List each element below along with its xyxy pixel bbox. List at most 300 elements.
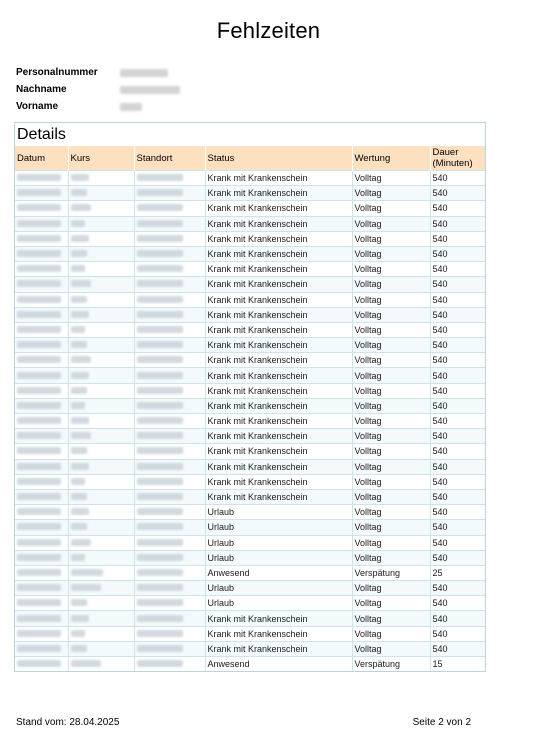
redacted-date — [17, 508, 61, 515]
redacted-course — [71, 569, 103, 576]
cell-status: Krank mit Krankenschein — [205, 414, 352, 429]
cell-status: Krank mit Krankenschein — [205, 626, 352, 641]
cell-kurs — [68, 307, 134, 322]
cell-datum — [15, 322, 68, 337]
column-header-datum: Datum — [15, 146, 68, 171]
cell-wertung: Volltag — [352, 429, 430, 444]
cell-kurs — [68, 641, 134, 656]
table-row — [15, 414, 485, 429]
redacted-course — [71, 326, 85, 333]
cell-kurs — [68, 429, 134, 444]
redacted-location — [137, 493, 183, 500]
redacted-location — [137, 296, 183, 303]
cell-datum — [15, 231, 68, 246]
redacted-course — [71, 554, 85, 561]
cell-dauer: 540 — [430, 626, 485, 641]
redacted-date — [17, 478, 61, 485]
cell-datum — [15, 353, 68, 368]
redacted-course — [71, 372, 89, 379]
cell-standort — [134, 444, 205, 459]
table-row — [15, 565, 485, 580]
cell-datum — [15, 171, 68, 186]
cell-kurs — [68, 611, 134, 626]
redacted-date — [17, 311, 61, 318]
redacted-course — [71, 493, 87, 500]
redacted-date — [17, 265, 61, 272]
cell-datum — [15, 535, 68, 550]
cell-status: Krank mit Krankenschein — [205, 201, 352, 216]
redacted-date — [17, 615, 61, 622]
table-row — [15, 459, 485, 474]
cell-dauer: 540 — [430, 383, 485, 398]
cell-dauer: 540 — [430, 353, 485, 368]
person-info — [16, 64, 180, 115]
redacted-location — [137, 387, 183, 394]
redacted-location — [137, 372, 183, 379]
cell-dauer: 540 — [430, 262, 485, 277]
redacted-course — [71, 311, 89, 318]
cell-dauer: 540 — [430, 186, 485, 201]
column-header-dauer: Dauer (Minuten) — [430, 146, 485, 171]
cell-status: Krank mit Krankenschein — [205, 444, 352, 459]
redacted-value — [120, 103, 142, 111]
cell-datum — [15, 444, 68, 459]
footer-page: Seite 2 von 2 — [412, 717, 471, 728]
cell-dauer: 540 — [430, 231, 485, 246]
cell-standort — [134, 201, 205, 216]
redacted-course — [71, 189, 87, 196]
cell-kurs — [68, 201, 134, 216]
cell-wertung: Volltag — [352, 535, 430, 550]
meta-row-personalnummer — [16, 64, 180, 81]
cell-standort — [134, 550, 205, 565]
cell-standort — [134, 231, 205, 246]
cell-dauer: 25 — [430, 565, 485, 580]
cell-datum — [15, 581, 68, 596]
column-header-standort: Standort — [134, 146, 205, 171]
cell-standort — [134, 489, 205, 504]
cell-dauer: 540 — [430, 581, 485, 596]
table-row — [15, 383, 485, 398]
cell-wertung: Volltag — [352, 186, 430, 201]
cell-dauer: 540 — [430, 171, 485, 186]
table-row — [15, 262, 485, 277]
cell-wertung: Volltag — [352, 489, 430, 504]
redacted-value — [120, 69, 168, 77]
cell-datum — [15, 338, 68, 353]
cell-datum — [15, 201, 68, 216]
cell-dauer: 540 — [430, 550, 485, 565]
cell-status: Urlaub — [205, 505, 352, 520]
redacted-location — [137, 432, 183, 439]
cell-standort — [134, 581, 205, 596]
redacted-course — [71, 220, 85, 227]
cell-dauer: 540 — [430, 444, 485, 459]
redacted-date — [17, 356, 61, 363]
cell-datum — [15, 216, 68, 231]
cell-datum — [15, 459, 68, 474]
redacted-course — [71, 356, 91, 363]
cell-wertung: Volltag — [352, 611, 430, 626]
cell-kurs — [68, 657, 134, 672]
cell-status: Krank mit Krankenschein — [205, 353, 352, 368]
cell-dauer: 540 — [430, 611, 485, 626]
table-row — [15, 444, 485, 459]
cell-status: Anwesend — [205, 565, 352, 580]
cell-datum — [15, 550, 68, 565]
cell-kurs — [68, 277, 134, 292]
cell-datum — [15, 474, 68, 489]
redacted-date — [17, 539, 61, 546]
table-row — [15, 550, 485, 565]
redacted-date — [17, 235, 61, 242]
cell-kurs — [68, 414, 134, 429]
redacted-date — [17, 463, 61, 470]
cell-dauer: 540 — [430, 474, 485, 489]
cell-status: Krank mit Krankenschein — [205, 216, 352, 231]
cell-status: Krank mit Krankenschein — [205, 459, 352, 474]
redacted-course — [71, 341, 87, 348]
table-row — [15, 398, 485, 413]
cell-kurs — [68, 368, 134, 383]
redacted-date — [17, 584, 61, 591]
cell-standort — [134, 657, 205, 672]
cell-status: Krank mit Krankenschein — [205, 429, 352, 444]
cell-standort — [134, 535, 205, 550]
table-row — [15, 520, 485, 535]
cell-datum — [15, 611, 68, 626]
cell-standort — [134, 368, 205, 383]
redacted-course — [71, 599, 87, 606]
table-row — [15, 307, 485, 322]
redacted-location — [137, 402, 183, 409]
cell-status: Krank mit Krankenschein — [205, 641, 352, 656]
cell-standort — [134, 171, 205, 186]
cell-wertung: Volltag — [352, 444, 430, 459]
cell-standort — [134, 641, 205, 656]
table-row — [15, 626, 485, 641]
redacted-course — [71, 250, 87, 257]
cell-wertung: Volltag — [352, 398, 430, 413]
cell-wertung: Volltag — [352, 262, 430, 277]
cell-kurs — [68, 505, 134, 520]
table-row — [15, 171, 485, 186]
table-row — [15, 322, 485, 337]
redacted-course — [71, 645, 87, 652]
redacted-date — [17, 645, 61, 652]
cell-dauer: 540 — [430, 414, 485, 429]
cell-wertung: Volltag — [352, 171, 430, 186]
cell-dauer: 540 — [430, 322, 485, 337]
cell-datum — [15, 505, 68, 520]
redacted-location — [137, 630, 183, 637]
redacted-course — [71, 417, 89, 424]
cell-dauer: 540 — [430, 246, 485, 261]
redacted-location — [137, 584, 183, 591]
cell-datum — [15, 383, 68, 398]
table-row — [15, 292, 485, 307]
redacted-date — [17, 341, 61, 348]
cell-dauer: 540 — [430, 292, 485, 307]
redacted-location — [137, 189, 183, 196]
redacted-location — [137, 265, 183, 272]
redacted-course — [71, 387, 87, 394]
redacted-date — [17, 569, 61, 576]
redacted-date — [17, 387, 61, 394]
redacted-course — [71, 584, 101, 591]
redacted-date — [17, 280, 61, 287]
redacted-date — [17, 250, 61, 257]
redacted-location — [137, 523, 183, 530]
redacted-location — [137, 250, 183, 257]
cell-wertung: Volltag — [352, 474, 430, 489]
cell-wertung: Volltag — [352, 216, 430, 231]
table-header-row — [15, 146, 485, 171]
footer-date: Stand vom: 28.04.2025 — [16, 717, 120, 728]
redacted-course — [71, 265, 85, 272]
table-row — [15, 641, 485, 656]
cell-datum — [15, 246, 68, 261]
cell-wertung: Volltag — [352, 641, 430, 656]
redacted-course — [71, 630, 85, 637]
cell-wertung: Volltag — [352, 520, 430, 535]
cell-dauer: 540 — [430, 489, 485, 504]
cell-kurs — [68, 565, 134, 580]
cell-datum — [15, 186, 68, 201]
cell-wertung: Volltag — [352, 596, 430, 611]
cell-kurs — [68, 474, 134, 489]
cell-status: Krank mit Krankenschein — [205, 338, 352, 353]
cell-kurs — [68, 171, 134, 186]
redacted-date — [17, 189, 61, 196]
cell-datum — [15, 657, 68, 672]
cell-kurs — [68, 186, 134, 201]
cell-wertung: Volltag — [352, 383, 430, 398]
cell-standort — [134, 414, 205, 429]
redacted-location — [137, 554, 183, 561]
cell-standort — [134, 505, 205, 520]
cell-wertung: Volltag — [352, 626, 430, 641]
cell-status: Krank mit Krankenschein — [205, 277, 352, 292]
redacted-date — [17, 554, 61, 561]
redacted-course — [71, 402, 85, 409]
cell-kurs — [68, 338, 134, 353]
cell-dauer: 540 — [430, 641, 485, 656]
cell-wertung: Volltag — [352, 292, 430, 307]
cell-status: Krank mit Krankenschein — [205, 489, 352, 504]
cell-wertung: Volltag — [352, 368, 430, 383]
cell-standort — [134, 216, 205, 231]
cell-dauer: 15 — [430, 657, 485, 672]
cell-dauer: 540 — [430, 307, 485, 322]
cell-kurs — [68, 292, 134, 307]
cell-kurs — [68, 550, 134, 565]
cell-datum — [15, 429, 68, 444]
redacted-date — [17, 447, 61, 454]
table-row — [15, 201, 485, 216]
cell-kurs — [68, 231, 134, 246]
redacted-location — [137, 235, 183, 242]
cell-standort — [134, 565, 205, 580]
cell-status: Krank mit Krankenschein — [205, 231, 352, 246]
meta-row-nachname — [16, 81, 180, 98]
cell-kurs — [68, 520, 134, 535]
table-row — [15, 338, 485, 353]
cell-wertung: Verspätung — [352, 657, 430, 672]
cell-kurs — [68, 262, 134, 277]
cell-wertung: Volltag — [352, 322, 430, 337]
cell-wertung: Volltag — [352, 307, 430, 322]
redacted-date — [17, 326, 61, 333]
redacted-location — [137, 599, 183, 606]
cell-dauer: 540 — [430, 277, 485, 292]
table-row — [15, 368, 485, 383]
cell-datum — [15, 565, 68, 580]
cell-status: Krank mit Krankenschein — [205, 398, 352, 413]
cell-dauer: 540 — [430, 201, 485, 216]
cell-wertung: Volltag — [352, 550, 430, 565]
cell-dauer: 540 — [430, 368, 485, 383]
cell-standort — [134, 353, 205, 368]
redacted-location — [137, 174, 183, 181]
cell-dauer: 540 — [430, 398, 485, 413]
redacted-course — [71, 478, 85, 485]
cell-standort — [134, 186, 205, 201]
meta-label: Nachname — [16, 84, 67, 95]
redacted-date — [17, 296, 61, 303]
redacted-date — [17, 372, 61, 379]
table-row — [15, 581, 485, 596]
cell-standort — [134, 262, 205, 277]
cell-datum — [15, 596, 68, 611]
redacted-location — [137, 508, 183, 515]
redacted-course — [71, 660, 101, 667]
cell-wertung: Verspätung — [352, 565, 430, 580]
meta-label: Personalnummer — [16, 67, 98, 78]
details-heading: Details — [17, 126, 66, 143]
cell-datum — [15, 414, 68, 429]
redacted-date — [17, 417, 61, 424]
cell-kurs — [68, 353, 134, 368]
cell-datum — [15, 520, 68, 535]
redacted-location — [137, 280, 183, 287]
cell-datum — [15, 489, 68, 504]
cell-dauer: 540 — [430, 429, 485, 444]
redacted-location — [137, 478, 183, 485]
redacted-date — [17, 599, 61, 606]
cell-status: Krank mit Krankenschein — [205, 474, 352, 489]
cell-wertung: Volltag — [352, 414, 430, 429]
cell-standort — [134, 611, 205, 626]
redacted-course — [71, 615, 89, 622]
redacted-location — [137, 204, 183, 211]
cell-kurs — [68, 596, 134, 611]
cell-wertung: Volltag — [352, 353, 430, 368]
redacted-date — [17, 220, 61, 227]
redacted-course — [71, 296, 87, 303]
redacted-location — [137, 220, 183, 227]
cell-status: Urlaub — [205, 550, 352, 565]
redacted-course — [71, 463, 89, 470]
table-row — [15, 535, 485, 550]
table-row — [15, 657, 485, 672]
redacted-date — [17, 432, 61, 439]
cell-kurs — [68, 459, 134, 474]
cell-datum — [15, 398, 68, 413]
table-row — [15, 186, 485, 201]
redacted-location — [137, 660, 183, 667]
redacted-course — [71, 280, 91, 287]
redacted-location — [137, 615, 183, 622]
cell-wertung: Volltag — [352, 231, 430, 246]
meta-row-vorname — [16, 98, 180, 115]
redacted-location — [137, 645, 183, 652]
redacted-course — [71, 447, 87, 454]
redacted-course — [71, 204, 91, 211]
redacted-date — [17, 493, 61, 500]
column-header-status: Status — [205, 146, 352, 171]
cell-status: Krank mit Krankenschein — [205, 171, 352, 186]
cell-standort — [134, 277, 205, 292]
cell-status: Anwesend — [205, 657, 352, 672]
cell-status: Krank mit Krankenschein — [205, 262, 352, 277]
redacted-date — [17, 204, 61, 211]
cell-datum — [15, 292, 68, 307]
cell-status: Krank mit Krankenschein — [205, 368, 352, 383]
redacted-location — [137, 539, 183, 546]
cell-datum — [15, 368, 68, 383]
redacted-date — [17, 660, 61, 667]
table-row — [15, 429, 485, 444]
redacted-course — [71, 523, 87, 530]
redacted-date — [17, 402, 61, 409]
table-row — [15, 474, 485, 489]
cell-standort — [134, 292, 205, 307]
cell-standort — [134, 307, 205, 322]
cell-wertung: Volltag — [352, 459, 430, 474]
cell-dauer: 540 — [430, 505, 485, 520]
page-title: Fehlzeiten — [216, 18, 321, 43]
redacted-location — [137, 447, 183, 454]
redacted-course — [71, 235, 89, 242]
cell-wertung: Volltag — [352, 338, 430, 353]
redacted-location — [137, 417, 183, 424]
meta-label: Vorname — [16, 101, 59, 112]
cell-datum — [15, 641, 68, 656]
cell-datum — [15, 626, 68, 641]
redacted-location — [137, 356, 183, 363]
cell-kurs — [68, 444, 134, 459]
cell-datum — [15, 277, 68, 292]
cell-dauer: 540 — [430, 338, 485, 353]
cell-status: Krank mit Krankenschein — [205, 322, 352, 337]
cell-kurs — [68, 489, 134, 504]
cell-kurs — [68, 246, 134, 261]
cell-dauer: 540 — [430, 459, 485, 474]
cell-kurs — [68, 581, 134, 596]
cell-kurs — [68, 398, 134, 413]
cell-standort — [134, 338, 205, 353]
redacted-location — [137, 326, 183, 333]
column-header-kurs: Kurs — [68, 146, 134, 171]
cell-datum — [15, 307, 68, 322]
cell-wertung: Volltag — [352, 201, 430, 216]
table-row — [15, 277, 485, 292]
table-row — [15, 596, 485, 611]
table-row — [15, 489, 485, 504]
table-row — [15, 231, 485, 246]
redacted-location — [137, 341, 183, 348]
